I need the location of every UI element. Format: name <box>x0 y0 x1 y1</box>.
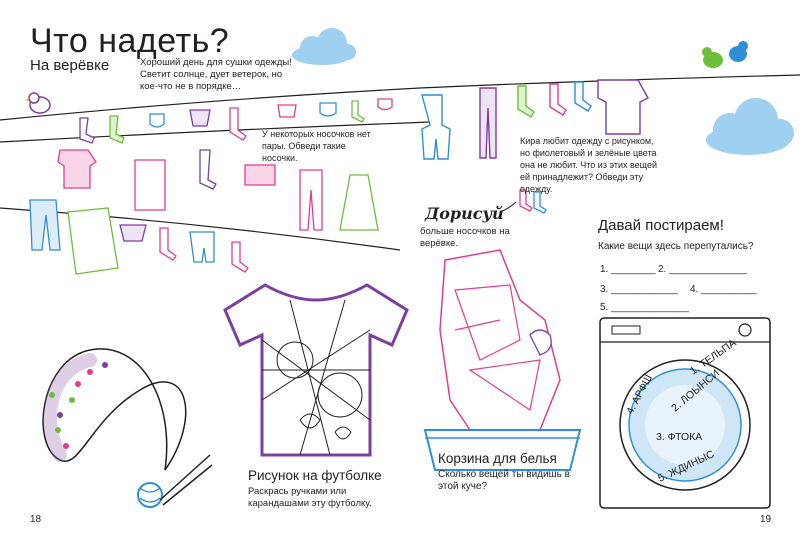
washing-game-question: Какие вещи здесь перепутались? <box>598 241 754 252</box>
page-number-left: 18 <box>30 514 42 525</box>
answer-blank[interactable]: 1. ________ <box>600 264 656 275</box>
kira-instruction: Кира любит одежду с рисунком, но фиолетовый и зелёные цвета она не любит. Что из этих вещей ей принадлежит? Обведи эту одежду. <box>520 136 658 194</box>
draw-instruction: больше носочков на верёвке. <box>420 226 510 249</box>
basket-caption: Корзина для белья <box>438 451 557 466</box>
tshirt-instruction: Раскрась ручками или карандашами эту футболку. <box>248 486 372 509</box>
washer-word: 2. ЛОЫНСИ <box>669 367 722 415</box>
washer-word: 1. ТЕЛЬПА <box>687 336 739 378</box>
tshirt-caption: Рисунок на футболке <box>248 468 382 483</box>
draw-heading: Дорисуй <box>425 204 504 223</box>
basket-question: Сколько вещей ты видишь в этой куче? <box>438 469 570 492</box>
washer-word: 4. АРФШ <box>624 372 655 417</box>
answer-blank[interactable]: 4. __________ <box>690 284 757 295</box>
page-number-right: 19 <box>760 514 772 525</box>
socks-instruction: У некоторых носочков нет пары. Обведи такие носочки. <box>262 129 371 163</box>
section-subtitle: На верёвке <box>30 57 110 74</box>
answer-blank[interactable]: 5. ______________ <box>600 302 689 313</box>
page-title: Что надеть? <box>30 22 230 60</box>
answer-blank[interactable]: 3. ____________ <box>600 284 678 295</box>
intro-text: Хороший день для сушки одежды! Светит солнце, дует ветерок, но кое-что не в порядке… <box>140 57 292 92</box>
washer-word: 3. ФТОКА <box>656 431 703 443</box>
washing-game-title: Давай постираем! <box>598 217 724 234</box>
answer-blank[interactable]: 2. ______________ <box>658 264 747 275</box>
washer-word: 5. ЖДИНЫС <box>656 448 717 485</box>
